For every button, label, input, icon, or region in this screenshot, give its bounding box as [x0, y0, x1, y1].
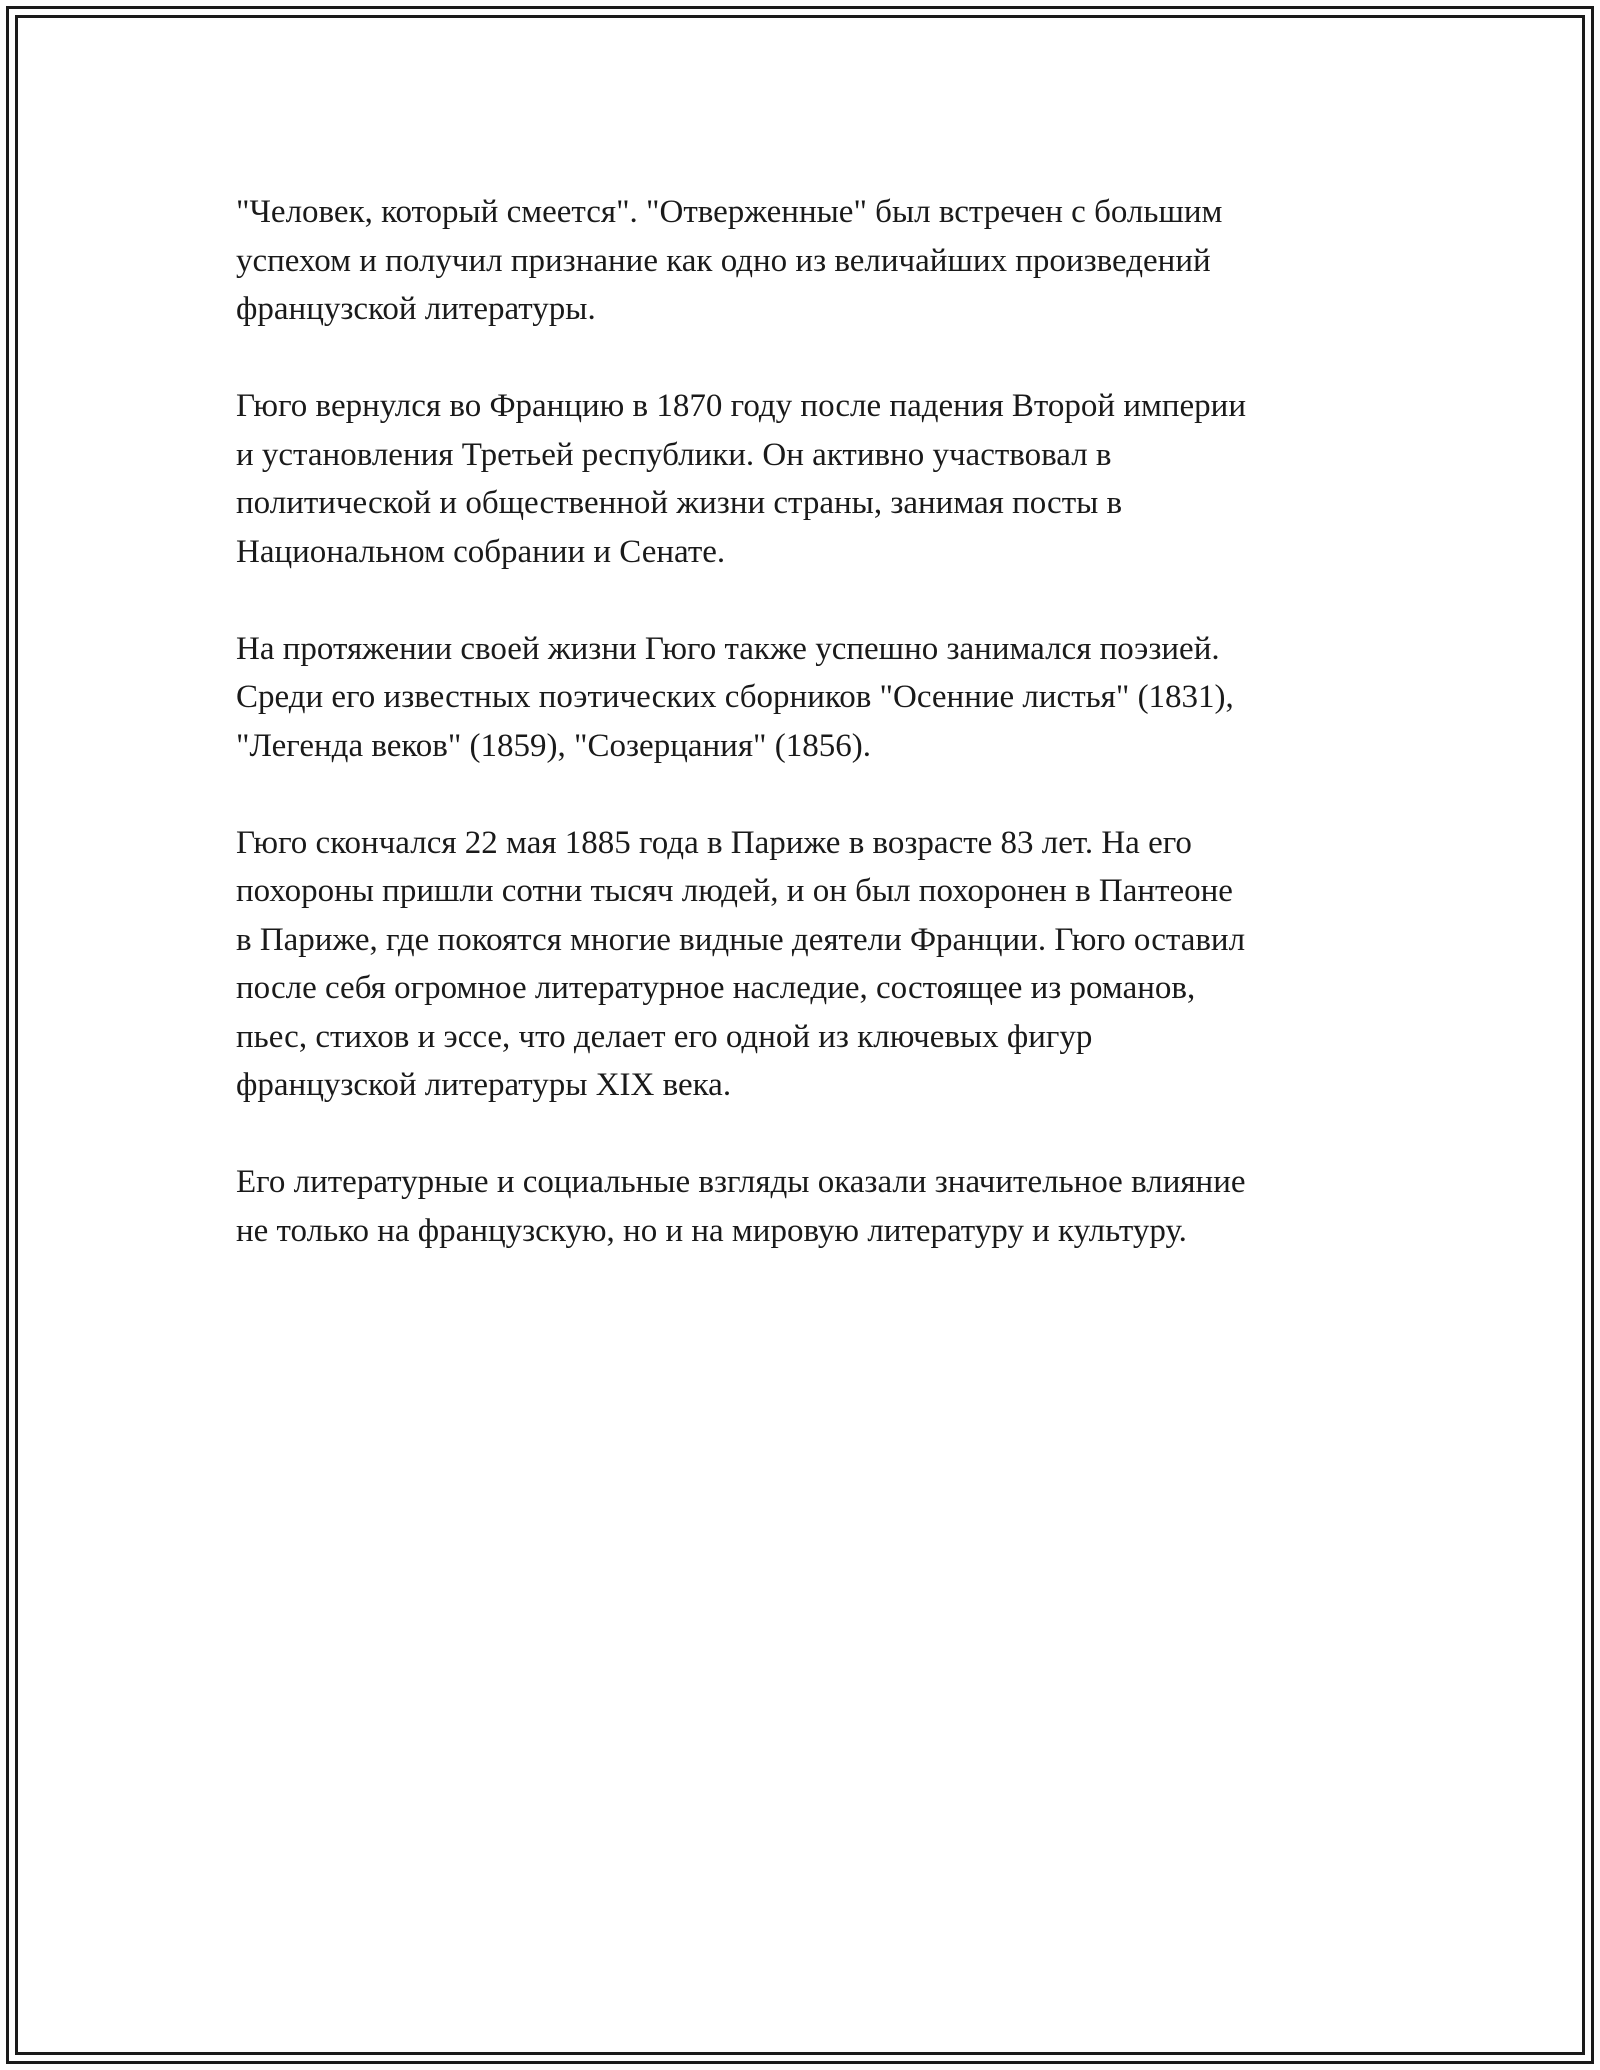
- paragraph: Гюго вернулся во Францию в 1870 году после падения Второй империи и установления Третьей республики. Он активно участвовал в политической и общественной жизни страны, занимая посты в Национальном собрании и Сенате.: [236, 388, 1246, 570]
- paragraph: Его литературные и социальные взгляды оказали значительное влияние не только на французскую, но и на мировую литературу и культуру.: [236, 1164, 1246, 1249]
- paragraph: На протяжении своей жизни Гюго также успешно занимался поэзией. Среди его известных поэтических сборников "Осенние листья" (1831), "Легенда веков" (1859), "Созерцания" (1856).: [236, 630, 1234, 764]
- paragraph: "Человек, который смеется". "Отверженные" был встречен с большим успехом и получил признание как одно из величайших произведений французской литературы.: [236, 194, 1223, 327]
- document-body: [236, 188, 1376, 1304]
- paragraph: Гюго скончался 22 мая 1885 года в Париже в возрасте 83 лет. На его похороны пришли сотни тысяч людей, и он был похоронен в Пантеоне в Париже, где покоятся многие видные деятели Франции. Гюго оставил после себя огромное литературное наследие, состоящее из романов, пьес, стихов и эссе, что делает его одной из ключевых фигур французской литературы XIX века.: [236, 824, 1246, 1103]
